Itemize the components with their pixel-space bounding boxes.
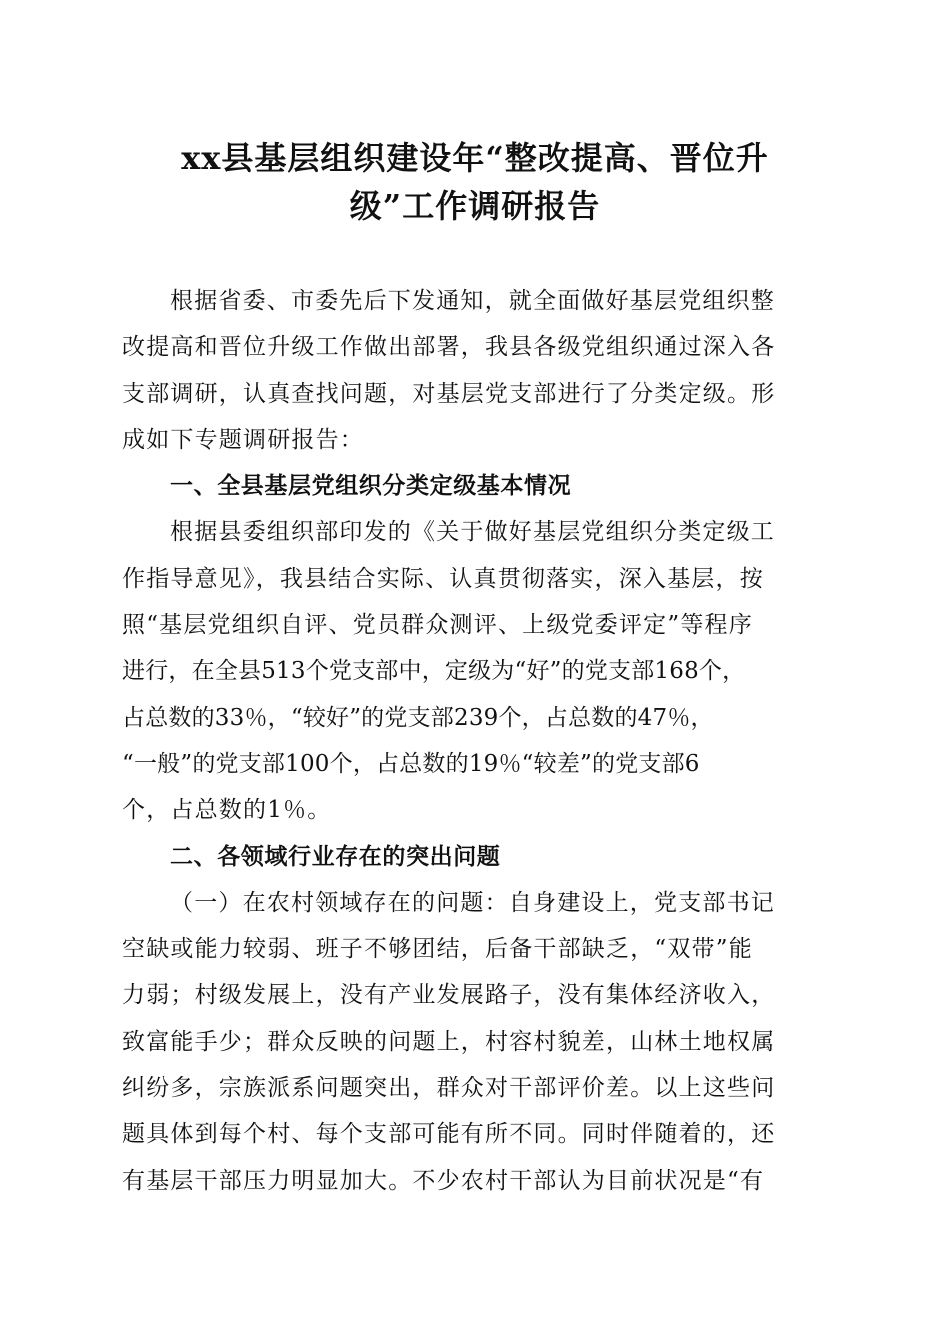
paragraph-2-line: “一般”的党支部100个，占总数的19％“较差”的党支部6 — [122, 750, 700, 777]
paragraph-3-line: 纠纷多，宗族派系问题突出，群众对干部评价差。以上这些问 — [122, 1075, 776, 1102]
section-heading-2: 二、各领域行业存在的突出问题 — [170, 843, 501, 870]
paragraph-2-line: 个，占总数的1％。 — [122, 797, 332, 824]
paragraph-1-line: 成如下专题调研报告： — [122, 426, 364, 453]
title-line-2: 级”工作调研报告 — [349, 187, 601, 225]
paragraph-2-line: 作指导意见》，我县结合实际、认真贯彻落实，深入基层，按 — [122, 565, 764, 592]
paragraph-3-line: 力弱；村级发展上，没有产业发展路子，没有集体经济收入， — [122, 982, 776, 1009]
paragraph-2-line: 占总数的33％，“较好”的党支部239个，占总数的47％， — [122, 704, 714, 731]
section-heading-1: 一、全县基层党组织分类定级基本情况 — [170, 473, 572, 500]
document-title — [140, 134, 810, 230]
title-line-1: xx县基层组织建设年“整改提高、晋位升 — [181, 139, 769, 177]
paragraph-3-line: 空缺或能力较弱、班子不够团结，后备干部缺乏，“双带”能 — [122, 936, 753, 963]
paragraph-2-line: 照“基层党组织自评、党员群众测评、上级党委评定”等程序 — [122, 612, 753, 639]
paragraph-1-line: 根据省委、市委先后下发通知，就全面做好基层党组织整 — [170, 288, 775, 314]
paragraph-2-line: 进行，在全县513个党支部中，定级为“好”的党支部168个， — [122, 658, 746, 685]
paragraph-1-line: 改提高和晋位升级工作做出部署，我县各级党组织通过深入各 — [122, 334, 776, 361]
paragraph-3-line: （一）在农村领域存在的问题：自身建设上，党支部书记 — [170, 889, 775, 916]
paragraph-2-line: 根据县委组织部印发的《关于做好基层党组织分类定级工 — [170, 519, 775, 546]
paragraph-3-line: 致富能手少；群众反映的问题上，村容村貌差，山林土地权属 — [122, 1028, 776, 1055]
paragraph-3-line: 题具体到每个村、每个支部可能有所不同。同时伴随着的，还 — [122, 1121, 776, 1148]
paragraph-3-line: 有基层干部压力明显加大。不少农村干部认为目前状况是“有 — [122, 1167, 765, 1194]
document-body — [122, 278, 834, 1204]
paragraph-1-line: 支部调研，认真查找问题，对基层党支部进行了分类定级。形 — [122, 380, 776, 407]
